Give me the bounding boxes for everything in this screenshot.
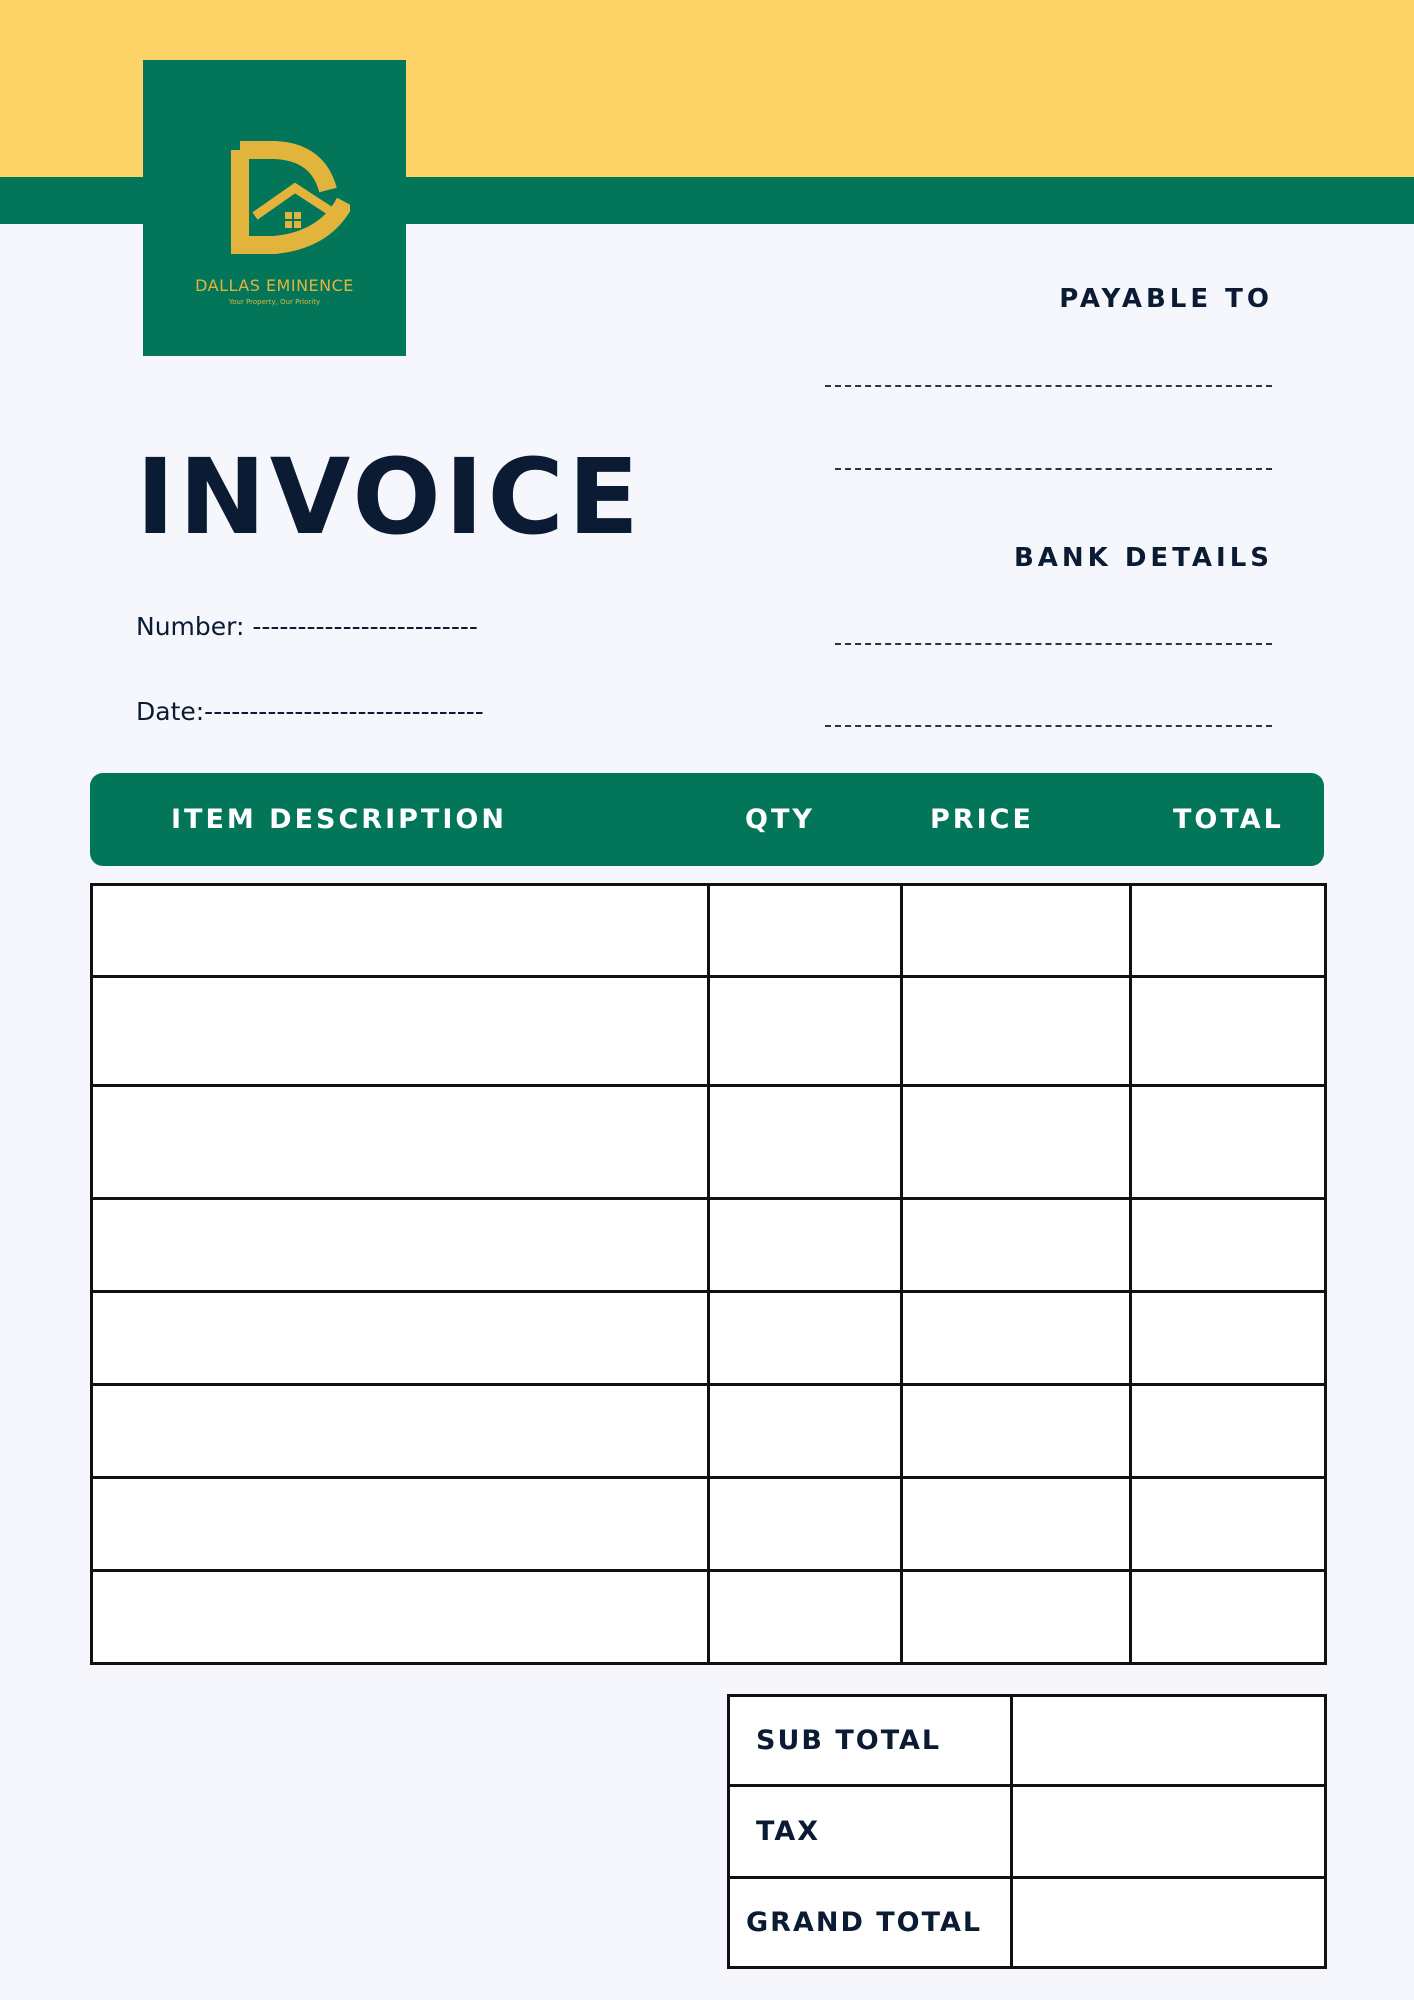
column-header-qty: QTY [745, 804, 815, 835]
tax-value-cell[interactable] [1012, 1786, 1326, 1878]
item-description-cell[interactable] [92, 1292, 709, 1385]
totals-row-tax [729, 1786, 1326, 1878]
qty-cell[interactable] [709, 1571, 902, 1664]
grand-total-label: GRAND TOTAL [729, 1878, 1012, 1968]
totals-row-subtotal [729, 1696, 1326, 1786]
qty-cell[interactable] [709, 1385, 902, 1478]
subtotal-value-cell[interactable] [1012, 1696, 1326, 1786]
house-letter-d-logo-icon [200, 130, 350, 270]
column-header-price: PRICE [930, 804, 1034, 835]
item-description-cell[interactable] [92, 977, 709, 1086]
column-header-total: TOTAL [1173, 804, 1284, 835]
item-description-cell[interactable] [92, 1571, 709, 1664]
price-cell[interactable] [902, 1385, 1131, 1478]
invoice-date-field[interactable]: Date:------------------------------- [136, 697, 484, 726]
table-row [92, 1292, 1326, 1385]
table-row [92, 1385, 1326, 1478]
qty-cell[interactable] [709, 1086, 902, 1199]
company-logo [143, 60, 406, 356]
item-description-cell[interactable] [92, 1385, 709, 1478]
qty-cell[interactable] [709, 1292, 902, 1385]
page-title: INVOICE [136, 436, 643, 558]
company-name: DALLAS EMINENCE [195, 276, 354, 295]
item-description-cell[interactable] [92, 1199, 709, 1292]
table-row [92, 1478, 1326, 1571]
total-cell[interactable] [1131, 1292, 1326, 1385]
total-cell[interactable] [1131, 1199, 1326, 1292]
total-cell[interactable] [1131, 1478, 1326, 1571]
tax-label: TAX [729, 1786, 1012, 1878]
bank-details-line-1[interactable] [835, 643, 1272, 645]
item-description-cell[interactable] [92, 1086, 709, 1199]
payable-to-line-1[interactable] [825, 385, 1272, 387]
price-cell[interactable] [902, 1086, 1131, 1199]
price-cell[interactable] [902, 977, 1131, 1086]
invoice-number-field[interactable]: Number: ------------------------- [136, 612, 478, 641]
price-cell[interactable] [902, 885, 1131, 977]
items-table [90, 883, 1327, 1665]
qty-cell[interactable] [709, 1478, 902, 1571]
table-row [92, 885, 1326, 977]
total-cell[interactable] [1131, 1571, 1326, 1664]
bank-details-line-2[interactable] [825, 725, 1272, 727]
table-row [92, 977, 1326, 1086]
qty-cell[interactable] [709, 1199, 902, 1292]
item-description-cell[interactable] [92, 885, 709, 977]
total-cell[interactable] [1131, 885, 1326, 977]
price-cell[interactable] [902, 1478, 1131, 1571]
company-tagline: Your Property, Our Priority [228, 298, 321, 306]
totals-table [727, 1694, 1327, 1969]
items-table-header [90, 773, 1324, 866]
price-cell[interactable] [902, 1571, 1131, 1664]
total-cell[interactable] [1131, 1385, 1326, 1478]
item-description-cell[interactable] [92, 1478, 709, 1571]
subtotal-label: SUB TOTAL [729, 1696, 1012, 1786]
price-cell[interactable] [902, 1292, 1131, 1385]
totals-row-grand-total [729, 1878, 1326, 1968]
payable-to-line-2[interactable] [835, 468, 1272, 470]
table-row [92, 1086, 1326, 1199]
qty-cell[interactable] [709, 885, 902, 977]
table-row [92, 1199, 1326, 1292]
bank-details-label: BANK DETAILS [1013, 543, 1273, 573]
grand-total-value-cell[interactable] [1012, 1878, 1326, 1968]
column-header-item-description: ITEM DESCRIPTION [171, 804, 507, 835]
qty-cell[interactable] [709, 977, 902, 1086]
total-cell[interactable] [1131, 1086, 1326, 1199]
price-cell[interactable] [902, 1199, 1131, 1292]
total-cell[interactable] [1131, 977, 1326, 1086]
payable-to-label: PAYABLE TO [1059, 284, 1273, 314]
table-row [92, 1571, 1326, 1664]
